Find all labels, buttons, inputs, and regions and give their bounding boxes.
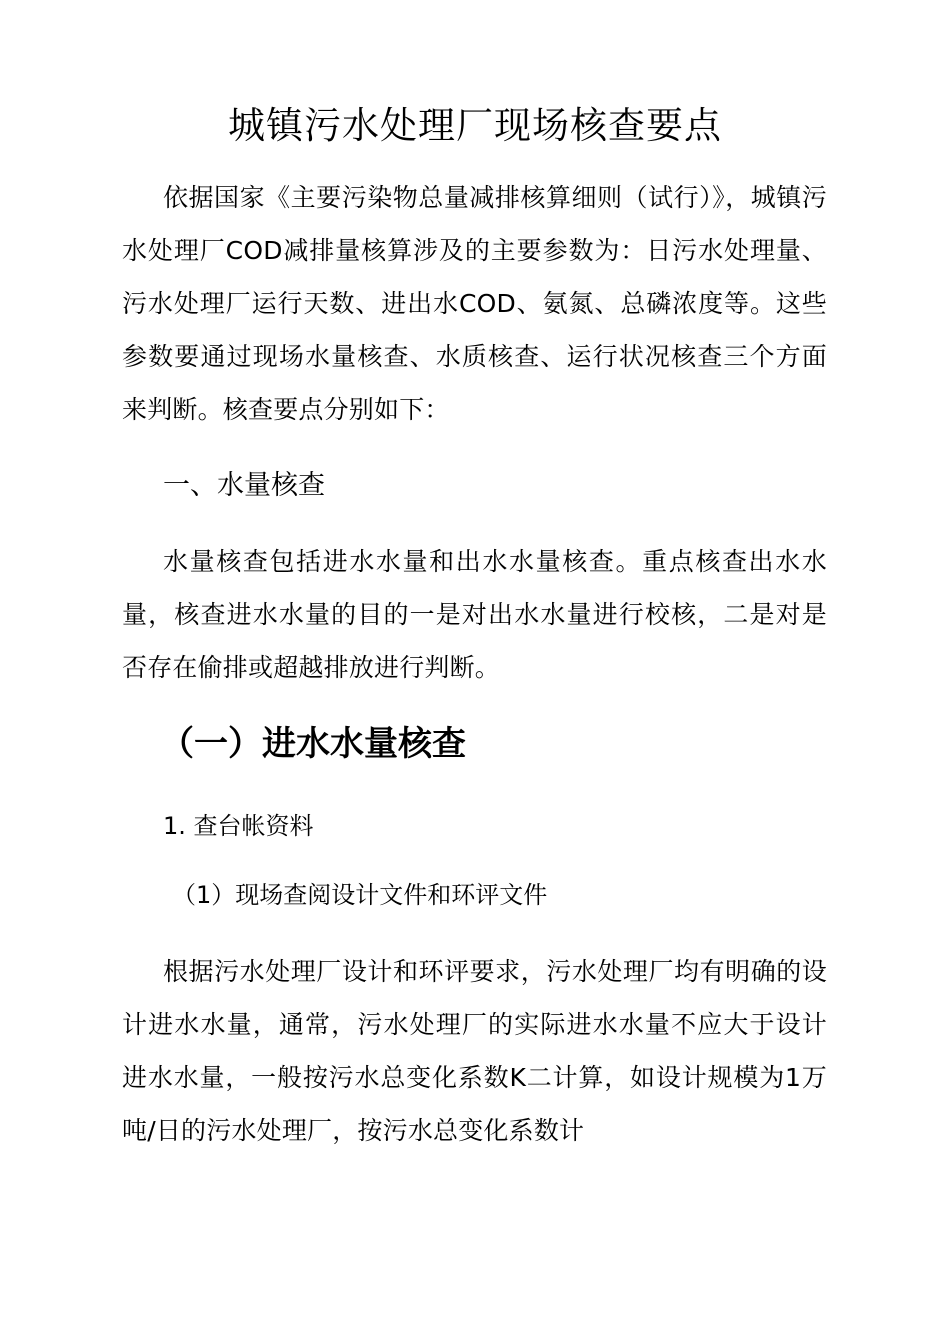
- document-title: 城镇污水处理厂现场核查要点: [228, 104, 722, 147]
- list-subitem-design-docs: （1）现场查阅设计文件和环评文件: [172, 881, 548, 909]
- list-item-ledger: 1. 查台帐资料: [163, 812, 314, 840]
- section-paragraph-water-volume: 水量核查包括进水水量和出水水量核查。重点核查出水水量，核查进水水量的目的一是对出水水量进行校核，二是对是否存在偷排或超越排放进行判断。: [122, 547, 827, 682]
- intro-paragraph: 依据国家《主要污染物总量减排核算细则（试行）》，城镇污水处理厂COD减排量核算涉及的主要参数为：日污水处理量、污水处理厂运行天数、进出水COD、氨氮、总磷浓度等。这些参数要通过现场水量核查、水质核查、运行状况核查三个方面来判断。核查要点分别如下：: [122, 183, 827, 424]
- design-docs-paragraph: 根据污水处理厂设计和环评要求，污水处理厂均有明确的设计进水水量，通常，污水处理厂的实际进水水量不应大于设计进水水量，一般按污水总变化系数K二计算，如设计规模为1万吨/日的污水处理厂，按污水总变化系数计: [122, 957, 827, 1145]
- subsection-heading-inflow: （一）进水水量核查: [160, 724, 466, 764]
- section-heading-water-volume: 一、水量核查: [163, 470, 325, 501]
